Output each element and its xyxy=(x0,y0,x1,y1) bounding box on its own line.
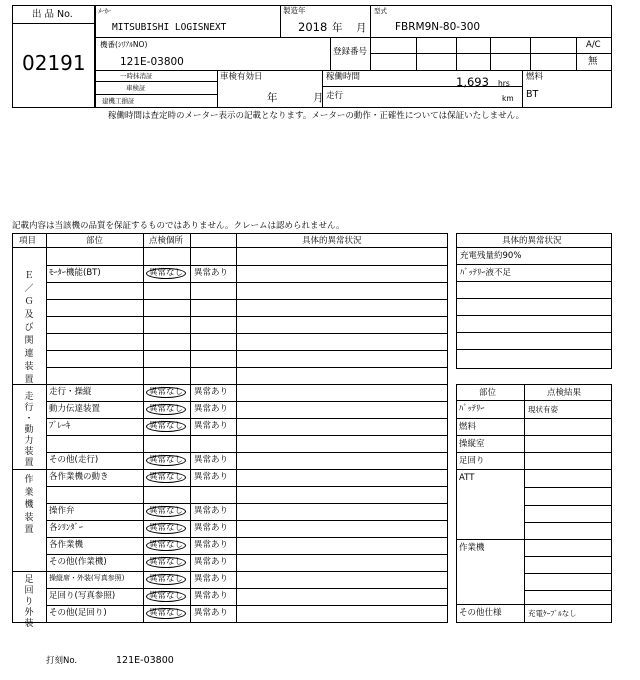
stamp-value: 121E-03800 xyxy=(116,655,174,666)
abnormal-option: 異常あり xyxy=(194,421,229,431)
group-label-char: 機 xyxy=(24,500,34,510)
result-part: 燃料 xyxy=(459,422,477,432)
normal-circled: 異常なし xyxy=(146,523,186,534)
normal-circled: 異常なし xyxy=(146,591,186,602)
result-part: 作業機 xyxy=(459,543,485,553)
group-label-char: 力 xyxy=(24,436,34,446)
abnormal-option: 異常あり xyxy=(194,404,229,414)
group-label-char: 置 xyxy=(24,458,34,468)
temp-cert-label: 一時抹消証 xyxy=(120,72,153,80)
fuel-value: BT xyxy=(526,89,539,100)
serial-value: 121E-03800 xyxy=(120,56,184,68)
ac-value: 無 xyxy=(588,56,598,67)
group-label-char: 置 xyxy=(24,375,34,385)
group-label-char: 装 xyxy=(24,512,34,523)
group-label-char: 走 xyxy=(24,392,34,402)
abnormal-option: 異常あり xyxy=(194,540,229,550)
travel-unit: km xyxy=(502,94,514,103)
row-part: 各作業機 xyxy=(49,540,84,550)
vehicle-cert-label: 車検証 xyxy=(126,84,146,92)
abnormal-option: 異常あり xyxy=(194,506,229,516)
group-label-char: ／ xyxy=(24,284,34,294)
group-label-char: 連 xyxy=(24,349,34,359)
header-check: 点検個所 xyxy=(149,236,184,246)
month-unit: 月 xyxy=(356,22,367,34)
normal-circled: 異常なし xyxy=(146,268,186,279)
group-label-char: 装 xyxy=(24,619,34,629)
hours-value: 1,693 xyxy=(456,75,489,89)
normal-circled: 異常なし xyxy=(146,472,186,483)
row-part: 動力伝達装置 xyxy=(49,404,101,414)
result-part: その他仕様 xyxy=(459,608,502,618)
normal-circled: 異常なし xyxy=(146,404,186,415)
row-part: その他(足回り) xyxy=(49,608,107,618)
abnormal-option: 異常あり xyxy=(194,574,229,584)
abnormal-option: 異常あり xyxy=(194,608,229,618)
group-label-char: 回 xyxy=(24,586,34,596)
row-part: 走行・操縦 xyxy=(49,387,92,397)
result-value: 現状有姿 xyxy=(528,405,558,414)
result-header-result: 点検結果 xyxy=(547,388,582,398)
normal-circled: 異常なし xyxy=(146,608,186,619)
abnormal-option: 異常あり xyxy=(194,591,229,601)
model-value: FBRM9N-80-300 xyxy=(395,21,481,33)
normal-circled: 異常なし xyxy=(146,540,186,551)
year-unit: 年 xyxy=(332,22,343,34)
row-part: 操縦席・外装(写真参照) xyxy=(49,574,125,582)
row-part: 各ｼﾘﾝﾀﾞｰ xyxy=(49,523,84,533)
row-part: 足回り(写真参照) xyxy=(49,591,116,601)
ac-label: A/C xyxy=(586,40,601,50)
year-label: 製造年 xyxy=(283,6,306,15)
disclaimer: 記載内容は当該機の品質を保証するものではありません。クレームは認められません。 xyxy=(12,221,345,231)
header-detail: 具体的異常状況 xyxy=(302,236,362,246)
build-cert-label: 建機工損証 xyxy=(102,97,135,105)
group-label-char: Ｇ xyxy=(24,297,34,307)
normal-circled: 異常なし xyxy=(146,506,186,517)
result-part: 足回り xyxy=(459,456,485,466)
inspection-label: 車検有効日 xyxy=(220,72,263,82)
side-row: ﾊﾞｯﾃﾘｰ液不足 xyxy=(460,268,512,278)
group-label-char: 装 xyxy=(24,362,34,372)
result-value: 充電ｹｰﾌﾞﾙなし xyxy=(528,609,577,618)
result-part: 操縦室 xyxy=(459,439,485,449)
normal-circled: 異常なし xyxy=(146,387,186,398)
normal-circled: 異常なし xyxy=(146,557,186,568)
group-label-char: 及 xyxy=(24,310,34,320)
inspection-month-unit: 月 xyxy=(313,92,324,104)
group-label-char: 足 xyxy=(24,575,34,585)
group-label-char: 関 xyxy=(24,336,34,346)
row-part: 操作弁 xyxy=(49,506,75,516)
abnormal-option: 異常あり xyxy=(194,557,229,567)
listing-no-value: 02191 xyxy=(22,51,86,75)
group-label xyxy=(22,270,36,387)
year-value: 2018 xyxy=(298,20,328,34)
registration-label: 登録番号 xyxy=(333,47,368,57)
normal-circled: 異常なし xyxy=(146,574,186,585)
side-row: 充電残量約90% xyxy=(460,251,522,261)
group-label-char: 置 xyxy=(24,525,34,535)
hours-unit: hrs xyxy=(498,79,510,88)
row-part: ﾌﾞﾚｰｷ xyxy=(49,421,71,431)
result-part: ﾊﾞｯﾃﾘｰ xyxy=(459,404,485,414)
result-header-part: 部位 xyxy=(479,388,497,398)
header-part: 部位 xyxy=(86,236,104,246)
hours-note: 稼働時間は査定時のメーター表示の記載となります。メーターの動作・正確性については保証いたしません。 xyxy=(108,111,525,121)
maker-label: ﾒｰｶｰ xyxy=(98,7,111,15)
row-part: 各作業機の動き xyxy=(49,472,109,482)
abnormal-option: 異常あり xyxy=(194,387,229,397)
group-label-char: 外 xyxy=(24,608,34,618)
abnormal-option: 異常あり xyxy=(194,268,229,278)
serial-label: 機番(ｼﾘｱﾙNO) xyxy=(100,40,148,49)
group-label-char: 動 xyxy=(24,425,34,435)
abnormal-option: 異常あり xyxy=(194,455,229,465)
group-label-char: 作 xyxy=(24,475,34,485)
inspection-year-unit: 年 xyxy=(267,92,278,104)
result-part: ATT xyxy=(459,473,475,483)
normal-circled: 異常なし xyxy=(146,455,186,466)
listing-no-label: 出 品 No. xyxy=(32,9,73,20)
group-label-char: り xyxy=(24,597,34,607)
group-label-char: Ｅ xyxy=(24,271,34,281)
row-part: ﾓｰﾀｰ機能(BT) xyxy=(49,268,101,278)
side-header: 具体的異常状況 xyxy=(502,236,562,246)
fuel-label: 燃料 xyxy=(526,72,544,82)
maker-value: MITSUBISHI LOGISNEXT xyxy=(112,22,227,33)
abnormal-option: 異常あり xyxy=(194,523,229,533)
group-label-char: び xyxy=(24,323,34,333)
row-part: その他(作業機) xyxy=(49,557,107,567)
group-label xyxy=(22,575,36,630)
header-item: 項目 xyxy=(19,236,37,246)
group-label xyxy=(22,474,36,537)
row-part: その他(走行) xyxy=(49,455,99,465)
normal-circled: 異常なし xyxy=(146,421,186,432)
group-label-char: 装 xyxy=(24,447,34,457)
travel-label: 走行 xyxy=(326,91,344,101)
group-label-char: ・ xyxy=(24,414,34,424)
hours-label: 稼働時間 xyxy=(326,72,361,82)
group-label-char: 業 xyxy=(24,487,34,498)
group-label-char: 行 xyxy=(24,403,34,413)
model-label: 型式 xyxy=(374,7,387,15)
abnormal-option: 異常あり xyxy=(194,472,229,482)
stamp-label: 打刻No. xyxy=(46,656,78,666)
group-label xyxy=(22,392,36,469)
